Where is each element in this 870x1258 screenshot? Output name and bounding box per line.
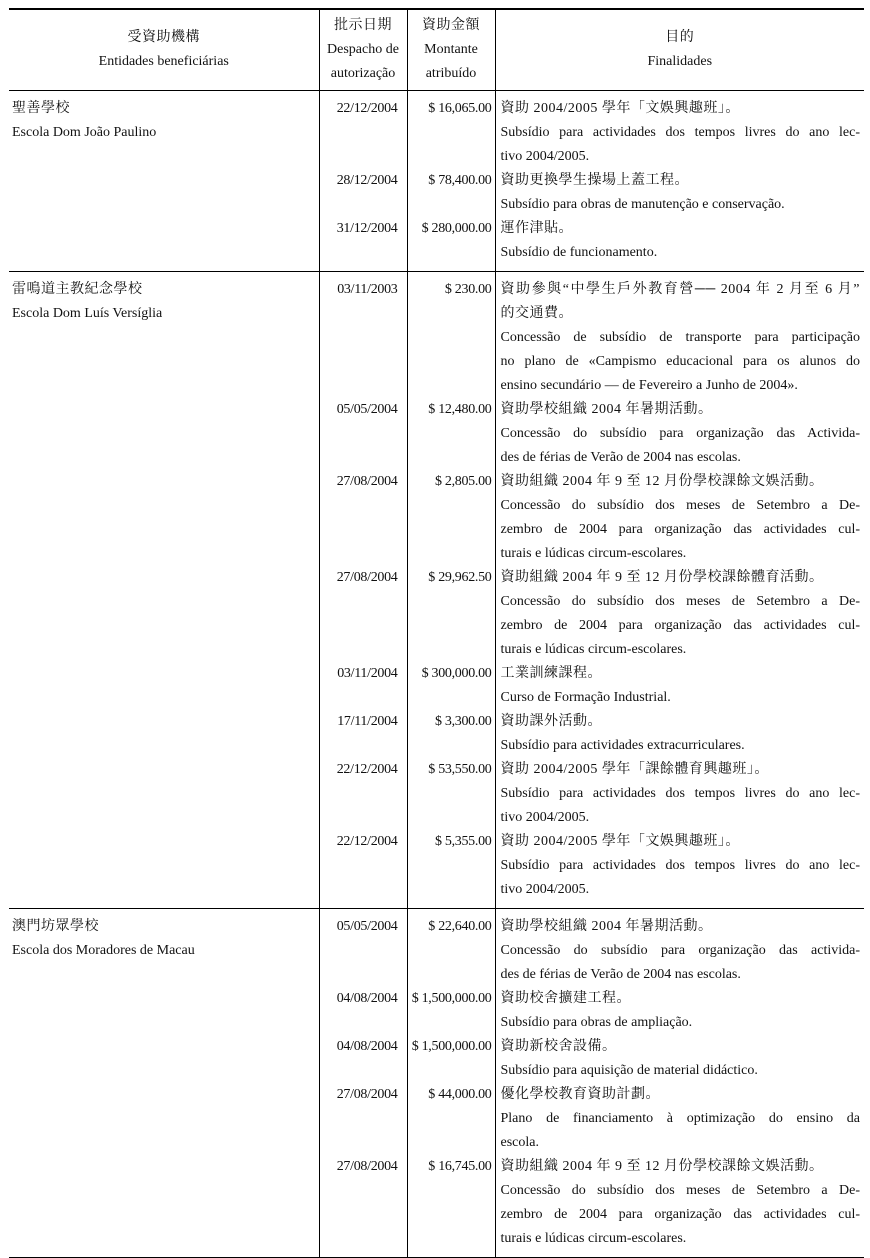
date-cell (319, 470, 407, 566)
header-purpose (495, 9, 864, 91)
purpose-zh-line: 資助更換學生操場上蓋工程。 (500, 173, 689, 188)
date-cell (319, 710, 407, 758)
purpose-pt-line: zembro de 2004 para organização das actividades cul- (500, 618, 860, 633)
purpose-cell (495, 566, 864, 662)
purpose-pt-line: Subsídio para actividades extracurriculares. (500, 738, 745, 753)
table-row (9, 398, 864, 470)
date-cell (319, 1083, 407, 1155)
purpose-pt-line: Concessão do subsídio para organização das Activida- (500, 426, 860, 441)
subsidy-document (9, 8, 864, 1258)
entity-cell (9, 987, 319, 1035)
header-amount-zh: 資助金額 (422, 18, 480, 33)
entity-name-zh: 澳門坊眾學校 (12, 919, 99, 934)
purpose-zh-line: 資助課外活動。 (500, 714, 602, 729)
purpose-pt-line: Subsídio para aquisição de material didáctico. (500, 1063, 758, 1078)
amount-value: $ 2,805.00 (434, 474, 492, 489)
authorization-date: 04/08/2004 (336, 1039, 398, 1054)
purpose-cell (495, 830, 864, 909)
purpose-pt-line: des de férias de Verão de 2004 nas escolas. (500, 967, 741, 982)
amount-value: $ 280,000.00 (421, 221, 492, 236)
purpose-pt-line: Plano de financiamento à optimização do ensino da (500, 1111, 860, 1126)
purpose-cell (495, 710, 864, 758)
purpose-zh-line: 優化學校教育資助計劃。 (500, 1087, 660, 1102)
amount-value: $ 78,400.00 (428, 173, 492, 188)
entity-name-pt: Escola Dom João Paulino (12, 125, 157, 140)
purpose-pt-line: Concessão do subsídio dos meses de Setembro a De- (500, 498, 860, 513)
amount-cell (407, 987, 495, 1035)
header-entities-pt: Entidades beneficiárias (98, 54, 229, 69)
table-row (9, 169, 864, 217)
purpose-zh-line: 資助組織 2004 年 9 至 12 月份學校課餘體育活動。 (500, 570, 824, 585)
purpose-pt-line: Concessão do subsídio para organização das activida- (500, 943, 860, 958)
authorization-date: 22/12/2004 (336, 101, 398, 116)
entity-name-pt: Escola dos Moradores de Macau (12, 943, 195, 958)
date-cell (319, 830, 407, 909)
authorization-date: 22/12/2004 (336, 762, 398, 777)
amount-cell (407, 830, 495, 909)
beneficiary-group (9, 91, 864, 272)
table-row (9, 710, 864, 758)
table-row (9, 566, 864, 662)
amount-cell (407, 758, 495, 830)
table-row (9, 1083, 864, 1155)
authorization-date: 27/08/2004 (336, 1087, 398, 1102)
entity-cell (9, 217, 319, 272)
header-date-pt2: autorização (330, 66, 396, 81)
amount-value: $ 1,500,000.00 (411, 991, 492, 1006)
purpose-pt-line: Subsídio para obras de manutenção e conservação. (500, 197, 785, 212)
table-row (9, 909, 864, 988)
entity-cell (9, 830, 319, 909)
purpose-pt-line: Subsídio de funcionamento. (500, 245, 658, 260)
authorization-date: 04/08/2004 (336, 991, 398, 1006)
date-cell (319, 758, 407, 830)
amount-cell (407, 91, 495, 170)
purpose-pt-line: Subsídio para obras de ampliação. (500, 1015, 693, 1030)
table-row (9, 987, 864, 1035)
header-amount-pt2: atribuído (425, 66, 477, 81)
amount-value: $ 5,355.00 (434, 834, 492, 849)
purpose-cell (495, 662, 864, 710)
purpose-pt-line: tivo 2004/2005. (500, 149, 590, 164)
purpose-pt-line: tivo 2004/2005. (500, 810, 590, 825)
purpose-zh-line: 資助新校舍設備。 (500, 1039, 617, 1054)
header-purpose-zh: 目的 (665, 30, 695, 45)
purpose-pt-line: zembro de 2004 para organização das actividades cul- (500, 1207, 860, 1222)
entity-cell (9, 1035, 319, 1083)
amount-cell (407, 1035, 495, 1083)
date-cell (319, 217, 407, 272)
purpose-pt-line: turais e lúdicas circum-escolares. (500, 642, 687, 657)
authorization-date: 03/11/2003 (337, 282, 398, 297)
amount-value: $ 16,745.00 (428, 1159, 492, 1174)
purpose-zh-line: 資助 2004/2005 學年「文娛興趣班」。 (500, 834, 740, 849)
amount-value: $ 230.00 (444, 282, 492, 297)
header-date (319, 9, 407, 91)
purpose-pt-line: turais e lúdicas circum-escolares. (500, 546, 687, 561)
purpose-zh-line: 資助參與“中學生戶外教育營── 2004 年 2 月至 6 月” (500, 282, 860, 297)
entity-name-zh: 雷鳴道主教紀念學校 (12, 282, 143, 297)
purpose-zh-line: 資助組織 2004 年 9 至 12 月份學校課餘文娛活動。 (500, 474, 824, 489)
amount-cell (407, 217, 495, 272)
purpose-pt-line: zembro de 2004 para organização das actividades cul- (500, 522, 860, 537)
purpose-pt-line: Concessão do subsídio dos meses de Setembro a De- (500, 1183, 860, 1198)
purpose-zh-line: 的交通費。 (500, 306, 573, 321)
amount-cell (407, 470, 495, 566)
entity-cell (9, 169, 319, 217)
purpose-cell (495, 272, 864, 399)
purpose-cell (495, 987, 864, 1035)
entity-cell (9, 1155, 319, 1258)
amount-cell (407, 169, 495, 217)
authorization-date: 05/05/2004 (336, 919, 398, 934)
amount-value: $ 29,962.50 (428, 570, 492, 585)
purpose-cell (495, 1155, 864, 1258)
entity-cell (9, 662, 319, 710)
header-amount (407, 9, 495, 91)
purpose-pt-line: Curso de Formação Industrial. (500, 690, 671, 705)
amount-cell (407, 566, 495, 662)
amount-value: $ 53,550.00 (428, 762, 492, 777)
entity-name-zh: 聖善學校 (12, 101, 70, 116)
table-row (9, 1155, 864, 1258)
purpose-pt-line: des de férias de Verão de 2004 nas escolas. (500, 450, 741, 465)
purpose-zh-line: 資助組織 2004 年 9 至 12 月份學校課餘文娛活動。 (500, 1159, 824, 1174)
date-cell (319, 1155, 407, 1258)
purpose-zh-line: 運作津貼。 (500, 221, 573, 236)
date-cell (319, 662, 407, 710)
subsidy-table (9, 8, 864, 1258)
header-purpose-pt: Finalidades (647, 54, 713, 69)
purpose-zh-line: 資助校舍擴建工程。 (500, 991, 631, 1006)
amount-value: $ 300,000.00 (421, 666, 492, 681)
amount-cell (407, 909, 495, 988)
header-entities (9, 9, 319, 91)
purpose-pt-line: Concessão de subsídio de transporte para participação (500, 330, 860, 345)
entity-cell (9, 398, 319, 470)
entity-cell (9, 710, 319, 758)
table-row (9, 470, 864, 566)
authorization-date: 05/05/2004 (336, 402, 398, 417)
entity-cell (9, 909, 319, 988)
purpose-zh-line: 資助 2004/2005 學年「課餘體育興趣班」。 (500, 762, 769, 777)
header-amount-pt1: Montante (424, 42, 478, 57)
date-cell (319, 272, 407, 399)
table-row (9, 272, 864, 399)
table-row (9, 662, 864, 710)
authorization-date: 27/08/2004 (336, 570, 398, 585)
table-row (9, 217, 864, 272)
date-cell (319, 909, 407, 988)
beneficiary-group (9, 909, 864, 1258)
entity-cell (9, 91, 319, 170)
amount-cell (407, 662, 495, 710)
table-row (9, 91, 864, 170)
header-date-pt1: Despacho de (327, 42, 399, 57)
purpose-cell (495, 91, 864, 170)
date-cell (319, 566, 407, 662)
purpose-cell (495, 169, 864, 217)
purpose-zh-line: 資助學校組織 2004 年暑期活動。 (500, 402, 713, 417)
amount-value: $ 12,480.00 (428, 402, 492, 417)
purpose-cell (495, 758, 864, 830)
purpose-zh-line: 資助學校組織 2004 年暑期活動。 (500, 919, 713, 934)
amount-cell (407, 272, 495, 399)
purpose-pt-line: turais e lúdicas circum-escolares. (500, 1231, 687, 1246)
purpose-cell (495, 1083, 864, 1155)
beneficiary-group (9, 272, 864, 909)
purpose-pt-line: Concessão do subsídio dos meses de Setembro a De- (500, 594, 860, 609)
amount-value: $ 16,065.00 (428, 101, 492, 116)
purpose-cell (495, 217, 864, 272)
purpose-cell (495, 1035, 864, 1083)
entity-cell (9, 758, 319, 830)
amount-cell (407, 1083, 495, 1155)
purpose-pt-line: Subsídio para actividades dos tempos livres do ano lec- (500, 858, 860, 873)
date-cell (319, 398, 407, 470)
date-cell (319, 91, 407, 170)
authorization-date: 27/08/2004 (336, 474, 398, 489)
amount-cell (407, 1155, 495, 1258)
authorization-date: 17/11/2004 (337, 714, 398, 729)
purpose-pt-line: no plano de «Campismo educacional para os alunos do (500, 354, 860, 369)
purpose-cell (495, 398, 864, 470)
entity-cell (9, 566, 319, 662)
date-cell (319, 1035, 407, 1083)
header-entities-zh: 受資助機構 (127, 30, 200, 45)
purpose-cell (495, 909, 864, 988)
table-row (9, 830, 864, 909)
purpose-pt-line: tivo 2004/2005. (500, 882, 590, 897)
amount-value: $ 3,300.00 (434, 714, 492, 729)
purpose-pt-line: ensino secundário — de Fevereiro a Junho de 2004». (500, 378, 798, 393)
amount-value: $ 44,000.00 (428, 1087, 492, 1102)
purpose-zh-line: 資助 2004/2005 學年「文娛興趣班」。 (500, 101, 740, 116)
amount-cell (407, 710, 495, 758)
amount-value: $ 22,640.00 (428, 919, 492, 934)
purpose-pt-line: Subsídio para actividades dos tempos livres do ano lec- (500, 786, 860, 801)
table-header-row (9, 9, 864, 91)
authorization-date: 31/12/2004 (336, 221, 398, 236)
table-row (9, 1035, 864, 1083)
purpose-pt-line: Subsídio para actividades dos tempos livres do ano lec- (500, 125, 860, 140)
amount-value: $ 1,500,000.00 (411, 1039, 492, 1054)
entity-name-pt: Escola Dom Luís Versíglia (12, 306, 163, 321)
entity-cell (9, 272, 319, 399)
authorization-date: 22/12/2004 (336, 834, 398, 849)
authorization-date: 28/12/2004 (336, 173, 398, 188)
purpose-pt-line: escola. (500, 1135, 539, 1150)
date-cell (319, 169, 407, 217)
entity-cell (9, 1083, 319, 1155)
purpose-cell (495, 470, 864, 566)
date-cell (319, 987, 407, 1035)
authorization-date: 27/08/2004 (336, 1159, 398, 1174)
purpose-zh-line: 工業訓練課程。 (500, 666, 602, 681)
header-date-zh: 批示日期 (334, 18, 392, 33)
amount-cell (407, 398, 495, 470)
entity-cell (9, 470, 319, 566)
authorization-date: 03/11/2004 (337, 666, 398, 681)
table-row (9, 758, 864, 830)
